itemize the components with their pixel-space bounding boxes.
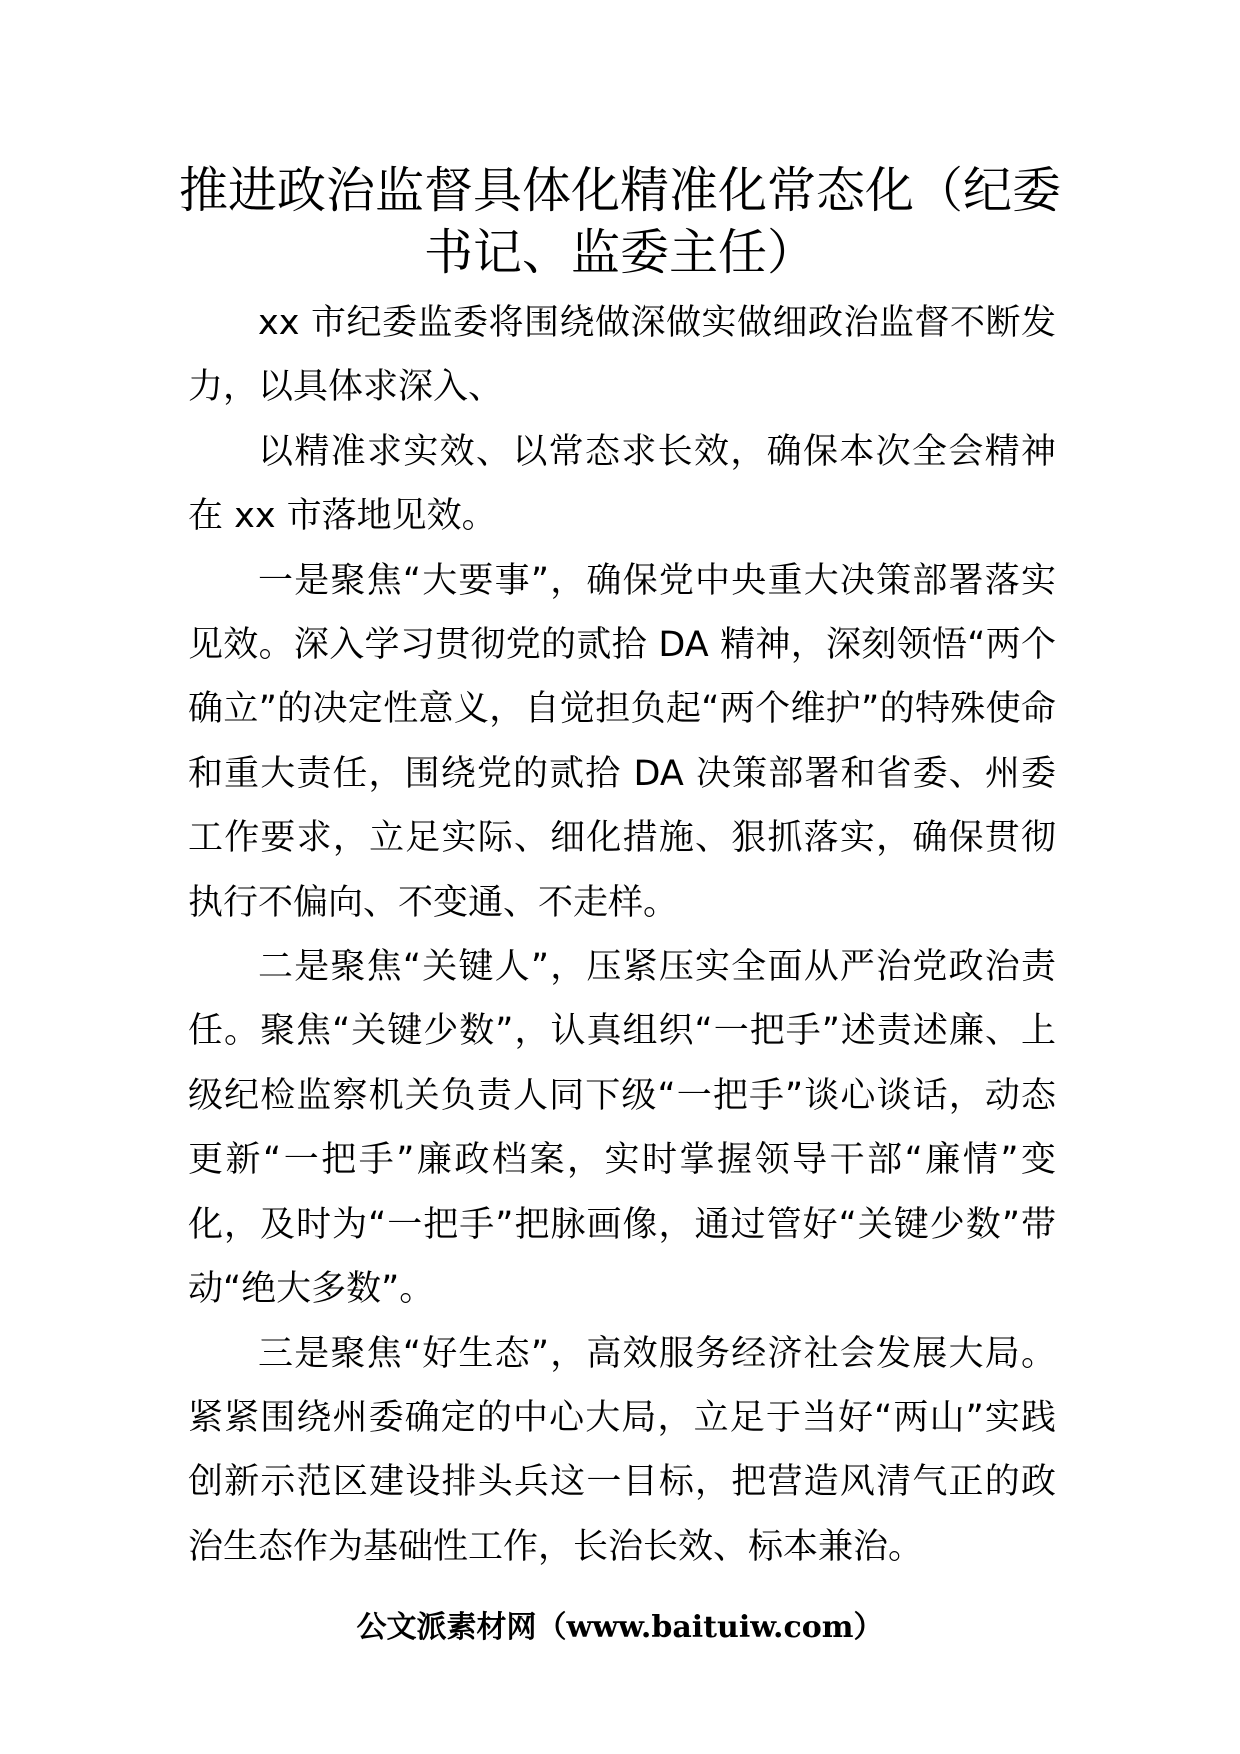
paragraph-point-one: 一是聚焦“大要事”，确保党中央重大决策部署落实见效。深入学习贯彻党的贰拾 DA 精神，深刻领悟“两个确立”的决定性意义，自觉担负起“两个维护”的特殊使命和重大责任，围绕党的贰拾 DA 决策部署和省委、州委工作要求，立足实际、细化措施、狠抓落实，确保贯彻执行不偏向、不变通、不走样。 <box>188 560 1056 923</box>
paragraph-point-two: 二是聚焦“关键人”，压紧压实全面从严治党政治责任。聚焦“关键少数”，认真组织“一把手”述责述廉、上级纪检监察机关负责人同下级“一把手”谈心谈话，动态更新“一把手”廉政档案，实时掌握领导干部“廉情”变化，及时为“一把手”把脉画像，通过管好“关键少数”带动“绝大多数”。 <box>188 947 1056 1310</box>
paragraph-point-three: 三是聚焦“好生态”，高效服务经济社会发展大局。紧紧围绕州委确定的中心大局，立足于当好“两山”实践创新示范区建设排头兵这一目标，把营造风清气正的政治生态作为基础性工作，长治长效、标本兼治。 <box>188 1333 1056 1567</box>
paragraph-intro: xx 市纪委监委将围绕做深做实做细政治监督不断发力，以具体求深入、 <box>188 303 1056 408</box>
paragraph-intro-continued: 以精准求实效、以常态求长效，确保本次全会精神在 xx 市落地见效。 <box>188 431 1056 537</box>
source-watermark: 公文派素材网（www.baituiw.com） <box>356 1610 884 1645</box>
document-title: 推进政治监督具体化精准化常态化（纪委书记、监委主任） <box>178 162 1061 281</box>
document-body <box>188 291 1056 1579</box>
